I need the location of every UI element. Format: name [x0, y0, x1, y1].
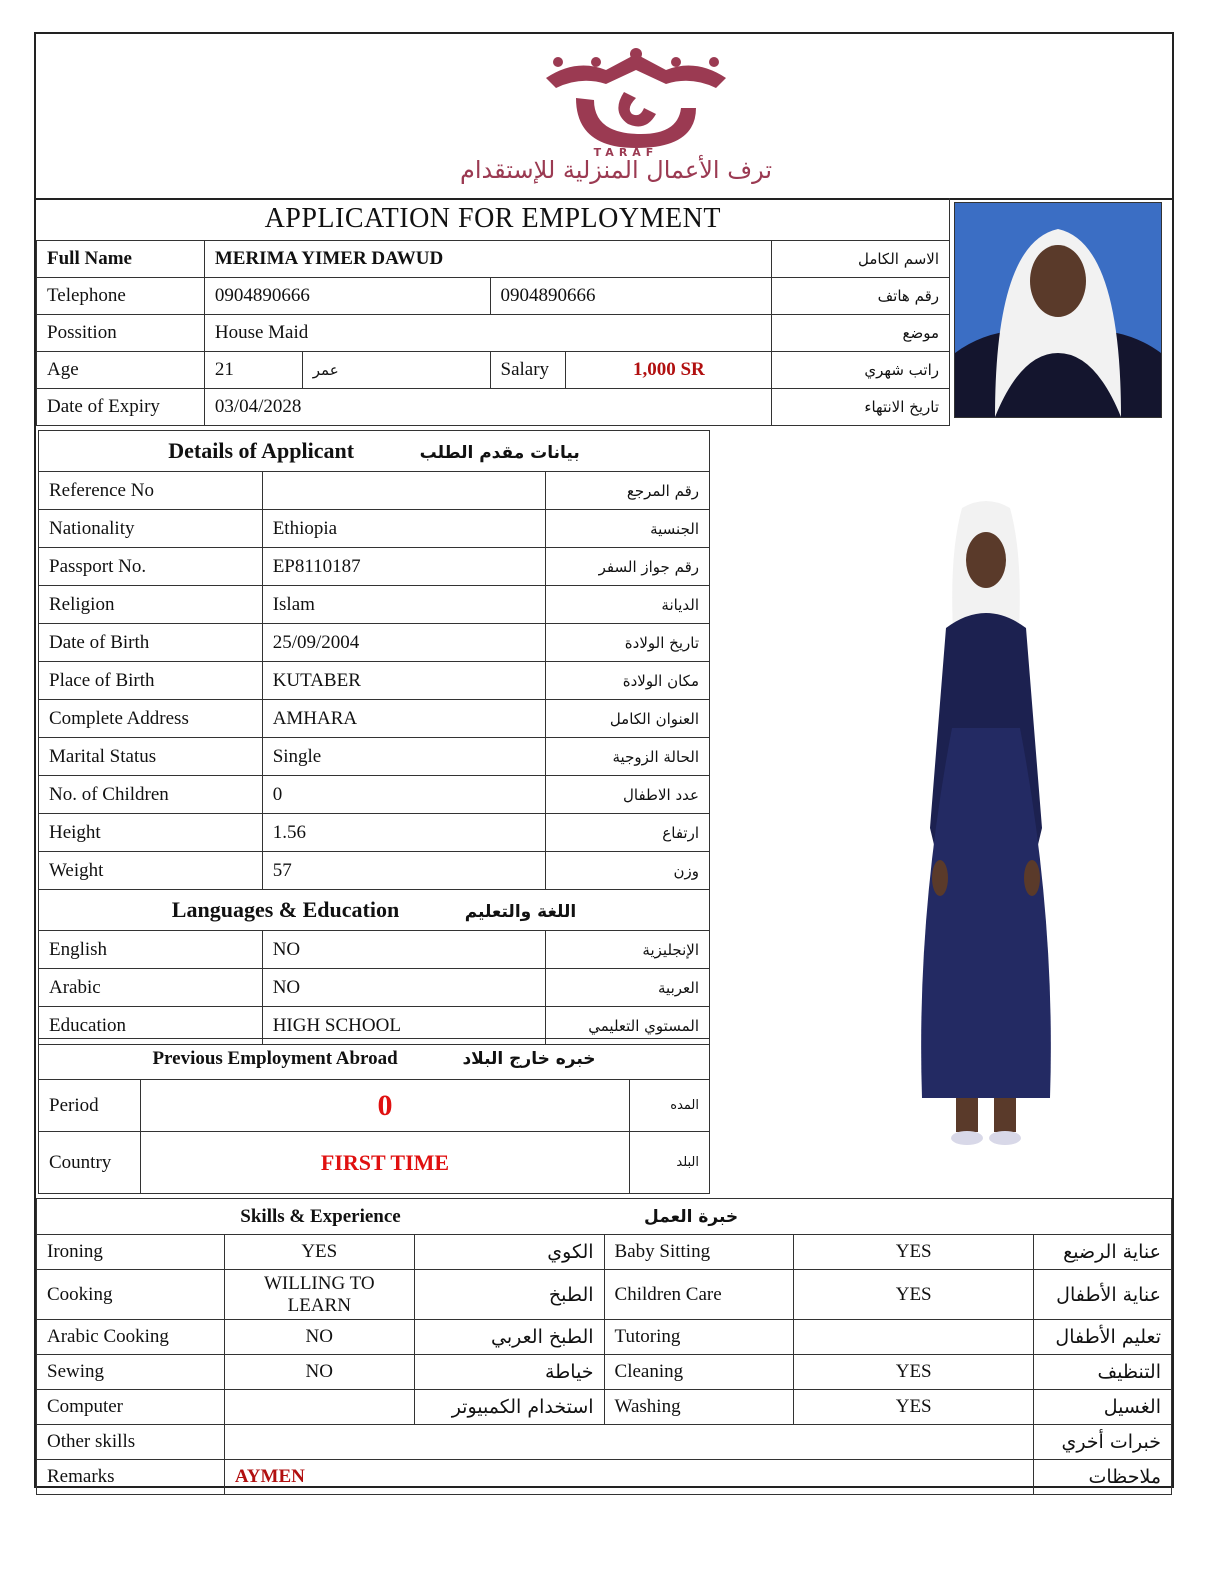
skill-left-value	[224, 1390, 414, 1425]
skill-right-ar: التنظيف	[1034, 1355, 1172, 1390]
skill-row	[37, 1320, 1172, 1355]
period-value: 0	[140, 1080, 629, 1132]
details-section-header	[39, 431, 710, 472]
details-ar: العنوان الكامل	[546, 700, 710, 738]
full-name-value: MERIMA YIMER DAWUD	[204, 241, 771, 278]
skill-left-value: YES	[224, 1235, 414, 1270]
skill-right-label: Cleaning	[604, 1355, 794, 1390]
application-form	[34, 32, 1174, 1488]
languages-value: NO	[262, 969, 546, 1007]
details-ar: ارتفاع	[546, 814, 710, 852]
head-photo	[954, 202, 1162, 418]
full-body-photo	[906, 498, 1066, 1178]
telephone-ar: رقم هاتف	[772, 278, 950, 315]
other-skills-ar: خبرات أخري	[1034, 1425, 1172, 1460]
details-row	[39, 624, 710, 662]
age-ar: عمر	[302, 352, 490, 389]
skills-table	[36, 1198, 1172, 1495]
age-label: Age	[37, 352, 205, 389]
skills-section-header	[37, 1199, 1172, 1235]
skill-left-value: NO	[224, 1355, 414, 1390]
remarks-label: Remarks	[37, 1460, 225, 1495]
details-row	[39, 814, 710, 852]
details-row	[39, 776, 710, 814]
taraf-crown-logo	[516, 48, 756, 152]
skill-right-ar: عناية الأطفال	[1034, 1270, 1172, 1320]
skill-right-label: Washing	[604, 1390, 794, 1425]
languages-title: Languages & Education	[171, 897, 400, 922]
page-title: APPLICATION FOR EMPLOYMENT	[37, 198, 950, 241]
previous-title-ar: خبره خارج البلاد	[462, 1049, 596, 1069]
telephone-label: Telephone	[37, 278, 205, 315]
details-value: 0	[262, 776, 546, 814]
details-label: Place of Birth	[39, 662, 263, 700]
languages-row	[39, 969, 710, 1007]
details-label: Weight	[39, 852, 263, 890]
expiry-value: 03/04/2028	[204, 389, 771, 426]
expiry-label: Date of Expiry	[37, 389, 205, 426]
details-row	[39, 738, 710, 776]
details-value: AMHARA	[262, 700, 546, 738]
languages-ar: المستوي التعليمي	[546, 1007, 710, 1045]
telephone-value-2: 0904890666	[490, 278, 772, 315]
languages-section-header	[39, 890, 710, 931]
details-label: Complete Address	[39, 700, 263, 738]
full-name-label: Full Name	[37, 241, 205, 278]
details-ar: الجنسية	[546, 510, 710, 548]
languages-label: Education	[39, 1007, 263, 1045]
skill-right-label: Children Care	[604, 1270, 794, 1320]
skill-left-value: NO	[224, 1320, 414, 1355]
logo-header	[36, 34, 1172, 200]
skill-right-value: YES	[794, 1270, 1034, 1320]
details-ar: رقم المرجع	[546, 472, 710, 510]
details-row	[39, 472, 710, 510]
details-value: 25/09/2004	[262, 624, 546, 662]
period-label: Period	[39, 1080, 141, 1132]
details-label: Height	[39, 814, 263, 852]
skill-right-value	[794, 1320, 1034, 1355]
expiry-ar: تاريخ الانتهاء	[772, 389, 950, 426]
skill-row	[37, 1390, 1172, 1425]
details-value	[262, 472, 546, 510]
details-row	[39, 700, 710, 738]
skill-right-ar: عناية الرضيع	[1034, 1235, 1172, 1270]
details-value: Islam	[262, 586, 546, 624]
skill-right-ar: الغسيل	[1034, 1390, 1172, 1425]
details-value: EP8110187	[262, 548, 546, 586]
applicant-portrait-image	[955, 203, 1161, 417]
skill-left-ar: خياطة	[414, 1355, 604, 1390]
details-value: Single	[262, 738, 546, 776]
details-row	[39, 852, 710, 890]
logo-english-text: TARAF	[593, 146, 659, 159]
details-row	[39, 510, 710, 548]
country-ar: البلد	[630, 1132, 710, 1194]
skill-left-label: Ironing	[37, 1235, 225, 1270]
details-value: 57	[262, 852, 546, 890]
age-value: 21	[204, 352, 302, 389]
skills-title: Skills & Experience	[37, 1199, 605, 1235]
telephone-value-1: 0904890666	[204, 278, 490, 315]
previous-employment-table	[38, 1038, 710, 1194]
skill-right-label: Baby Sitting	[604, 1235, 794, 1270]
remarks-value: AYMEN	[224, 1460, 1033, 1495]
details-title-ar: بيانات مقدم الطلب	[419, 443, 580, 463]
skill-right-ar: تعليم الأطفال	[1034, 1320, 1172, 1355]
details-label: Nationality	[39, 510, 263, 548]
details-label: Passport No.	[39, 548, 263, 586]
details-ar: تاريخ الولادة	[546, 624, 710, 662]
details-table	[38, 430, 710, 1045]
skill-left-label: Sewing	[37, 1355, 225, 1390]
details-value: Ethiopia	[262, 510, 546, 548]
details-label: No. of Children	[39, 776, 263, 814]
languages-value: NO	[262, 931, 546, 969]
skill-row	[37, 1235, 1172, 1270]
languages-ar: الإنجليزية	[546, 931, 710, 969]
details-title: Details of Applicant	[168, 438, 355, 463]
details-ar: رقم جواز السفر	[546, 548, 710, 586]
details-label: Marital Status	[39, 738, 263, 776]
skill-left-value: WILLING TO LEARN	[224, 1270, 414, 1320]
skill-right-label: Tutoring	[604, 1320, 794, 1355]
details-ar: الديانة	[546, 586, 710, 624]
details-ar: الحالة الزوجية	[546, 738, 710, 776]
details-row	[39, 548, 710, 586]
details-row	[39, 662, 710, 700]
skills-title-ar: خبرة العمل	[604, 1199, 1171, 1235]
details-ar: مكان الولادة	[546, 662, 710, 700]
languages-title-ar: اللغة والتعليم	[464, 902, 577, 922]
details-row	[39, 586, 710, 624]
salary-value: 1,000 SR	[566, 352, 772, 389]
skill-left-label: Cooking	[37, 1270, 225, 1320]
remarks-ar: ملاحظات	[1034, 1460, 1172, 1495]
languages-value: HIGH SCHOOL	[262, 1007, 546, 1045]
salary-ar: راتب شهري	[772, 352, 950, 389]
languages-label: English	[39, 931, 263, 969]
skill-right-value: YES	[794, 1235, 1034, 1270]
skill-left-label: Arabic Cooking	[37, 1320, 225, 1355]
skill-row	[37, 1270, 1172, 1320]
skill-left-label: Computer	[37, 1390, 225, 1425]
salary-label: Salary	[490, 352, 566, 389]
details-value: KUTABER	[262, 662, 546, 700]
applicant-full-body-image	[906, 498, 1066, 1178]
previous-title: Previous Employment Abroad	[152, 1048, 398, 1069]
logo-arabic-text: ترف الأعمال المنزلية للإستقدام	[460, 156, 772, 184]
skill-left-ar: الطبخ	[414, 1270, 604, 1320]
position-value: House Maid	[204, 315, 771, 352]
personal-info-table	[36, 198, 950, 426]
details-label: Religion	[39, 586, 263, 624]
skill-row	[37, 1355, 1172, 1390]
details-value: 1.56	[262, 814, 546, 852]
languages-label: Arabic	[39, 969, 263, 1007]
skill-right-value: YES	[794, 1390, 1034, 1425]
languages-ar: العربية	[546, 969, 710, 1007]
languages-row	[39, 931, 710, 969]
details-label: Reference No	[39, 472, 263, 510]
other-skills-label: Other skills	[37, 1425, 225, 1460]
country-value: FIRST TIME	[140, 1132, 629, 1194]
country-label: Country	[39, 1132, 141, 1194]
period-ar: المده	[630, 1080, 710, 1132]
skill-left-ar: الطبخ العربي	[414, 1320, 604, 1355]
position-ar: موضع	[772, 315, 950, 352]
position-label: Possition	[37, 315, 205, 352]
skill-left-ar: استخدام الكمبيوتر	[414, 1390, 604, 1425]
other-skills-value	[224, 1425, 1033, 1460]
previous-section-header	[39, 1039, 710, 1080]
full-name-ar: الاسم الكامل	[772, 241, 950, 278]
details-label: Date of Birth	[39, 624, 263, 662]
details-ar: وزن	[546, 852, 710, 890]
skill-right-value: YES	[794, 1355, 1034, 1390]
details-ar: عدد الاطفال	[546, 776, 710, 814]
skill-left-ar: الكوي	[414, 1235, 604, 1270]
